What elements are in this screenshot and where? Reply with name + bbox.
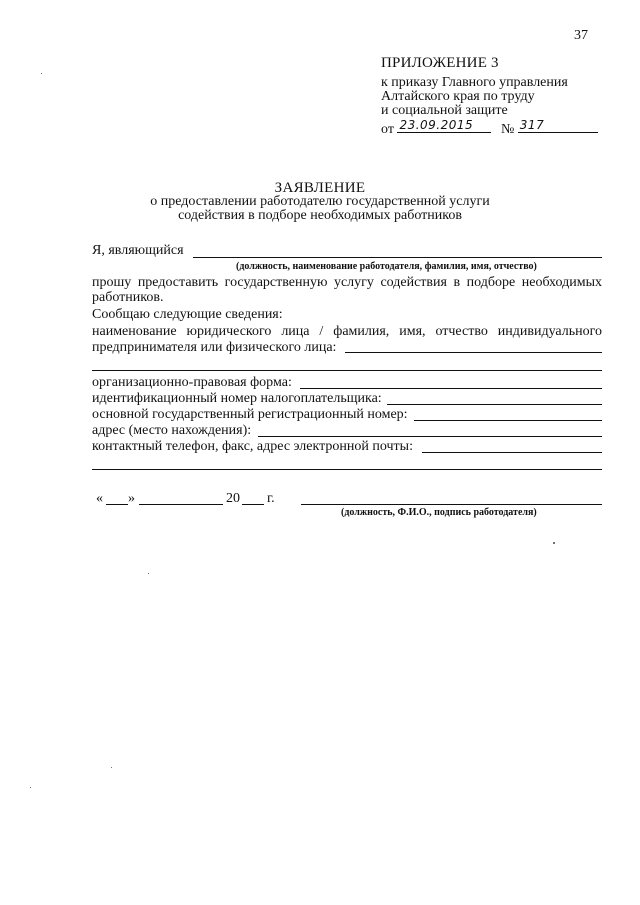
- number-field: [518, 118, 598, 133]
- date-open-quote: «: [96, 491, 103, 506]
- contacts-field-continuation[interactable]: [92, 469, 602, 470]
- date-close-quote: »: [128, 491, 135, 506]
- appendix-line-1: к приказу Главного управления: [381, 75, 568, 90]
- name-field[interactable]: [345, 352, 602, 353]
- statement-subtitle-2: содействия в подборе необходимых работников: [178, 208, 462, 223]
- scan-speck: [41, 73, 42, 74]
- contacts-label: контактный телефон, факс, адрес электронной почты:: [92, 439, 413, 454]
- appendix-title: ПРИЛОЖЕНИЕ 3: [381, 55, 499, 71]
- appendix-line-3: и социальной защите: [381, 103, 508, 118]
- name-label-line-1: наименование юридического лица / фамилия, имя, отчество индивидуального: [92, 324, 602, 339]
- appendix-block: [381, 56, 598, 137]
- year-field[interactable]: [242, 504, 264, 505]
- handwritten-date: 23.09.2015: [399, 118, 474, 132]
- address-label: адрес (место нахождения):: [92, 423, 252, 438]
- scan-speck: [111, 767, 112, 768]
- number-prefix: №: [500, 122, 515, 137]
- inn-label: идентификационный номер налогоплательщика:: [92, 391, 382, 406]
- appendix-date-row: [381, 118, 598, 137]
- signature-field[interactable]: [301, 504, 602, 505]
- year-prefix: 20: [226, 491, 240, 506]
- inform-line: Сообщаю следующие сведения:: [92, 307, 283, 322]
- name-label-line-2: предпринимателя или физического лица:: [92, 340, 337, 355]
- statement-subtitle-1: о предоставлении работодателю государственной услуги: [150, 194, 490, 209]
- ogrn-label: основной государственный регистрационный номер:: [92, 407, 408, 422]
- year-suffix: г.: [267, 491, 275, 506]
- request-line-1: прошу предоставить государственную услугу содействия в подборе необходимых: [92, 275, 602, 290]
- org-form-field[interactable]: [300, 388, 602, 389]
- appendix-line-2: Алтайского края по труду: [381, 89, 535, 104]
- date-field: [397, 118, 491, 133]
- scan-speck: [553, 542, 555, 544]
- i-am-caption: (должность, наименование работодателя, фамилия, имя, отчество): [236, 261, 537, 272]
- contacts-field[interactable]: [422, 452, 602, 453]
- ogrn-field[interactable]: [414, 420, 602, 421]
- scan-speck: [148, 573, 149, 574]
- month-field[interactable]: [139, 504, 223, 505]
- signature-caption: (должность, Ф.И.О., подпись работодателя): [341, 507, 537, 518]
- statement-title: ЗАЯВЛЕНИЕ: [274, 180, 366, 196]
- scan-speck: [30, 787, 31, 788]
- request-line-2: работников.: [92, 290, 164, 305]
- date-prefix: от: [381, 122, 394, 137]
- name-field-continuation[interactable]: [92, 370, 602, 371]
- i-am-field[interactable]: [193, 257, 602, 258]
- statement-heading: [0, 181, 640, 223]
- handwritten-number: 317: [519, 118, 545, 132]
- org-form-label: организационно-правовая форма:: [92, 375, 292, 390]
- day-field[interactable]: [106, 504, 128, 505]
- page-number: 37: [574, 28, 588, 43]
- address-field[interactable]: [258, 436, 602, 437]
- i-am-label: Я, являющийся: [92, 243, 184, 258]
- inn-field[interactable]: [387, 404, 602, 405]
